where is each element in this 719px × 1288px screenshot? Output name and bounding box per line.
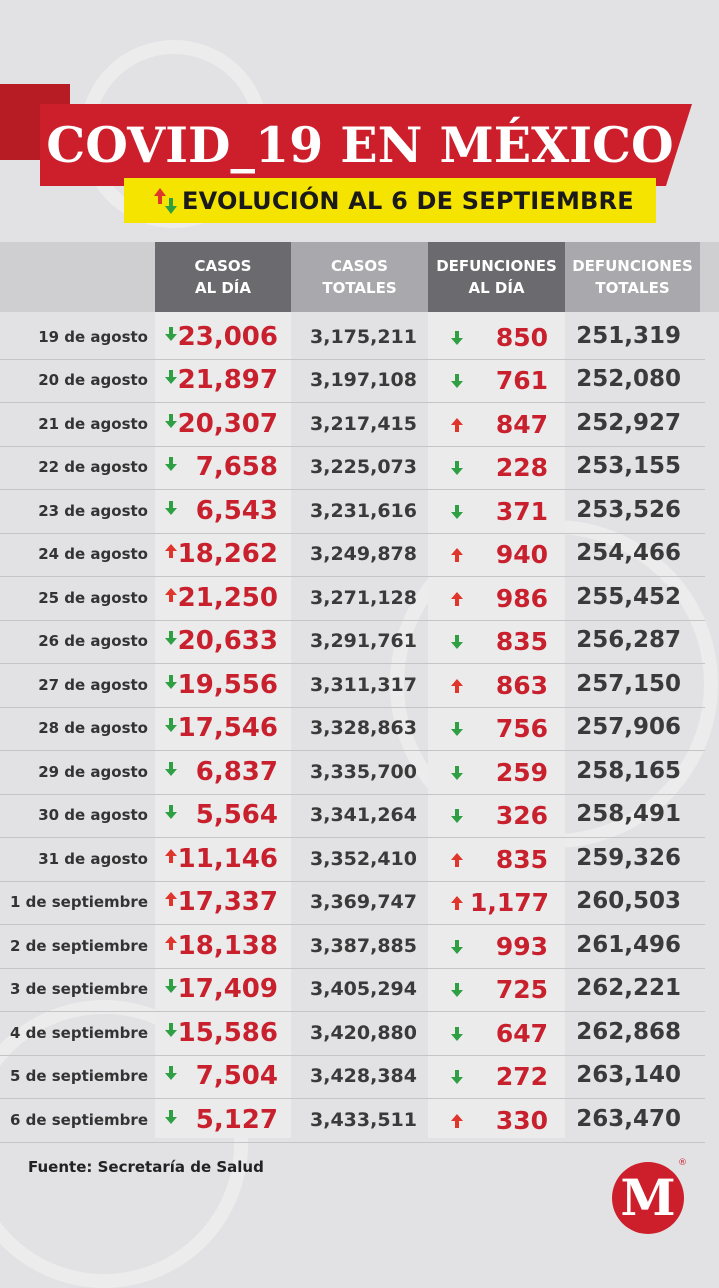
up-arrow-icon bbox=[450, 547, 464, 563]
row-date: 4 de septiembre bbox=[9, 1023, 148, 1042]
casos-totales-value: 3,328,863 bbox=[310, 717, 417, 740]
row-date: 21 de agosto bbox=[38, 414, 148, 433]
casos-dia-value: 7,504 bbox=[195, 1061, 278, 1092]
up-arrow-icon bbox=[450, 1113, 464, 1129]
defunciones-dia-value: 761 bbox=[495, 366, 548, 396]
casos-dia-value: 7,658 bbox=[195, 452, 278, 483]
defunciones-dia-value: 993 bbox=[495, 931, 548, 961]
row-date: 25 de agosto bbox=[38, 588, 148, 607]
row-date: 30 de agosto bbox=[38, 806, 148, 825]
row-divider bbox=[0, 620, 705, 621]
row-divider bbox=[0, 359, 705, 360]
down-arrow-icon bbox=[450, 634, 464, 650]
casos-totales-value: 3,341,264 bbox=[310, 804, 417, 827]
defunciones-totales-value: 253,526 bbox=[576, 496, 681, 523]
up-arrow-icon bbox=[450, 678, 464, 694]
row-date: 26 de agosto bbox=[38, 632, 148, 651]
casos-totales-value: 3,249,878 bbox=[310, 543, 417, 566]
down-arrow-icon bbox=[450, 330, 464, 346]
defunciones-totales-value: 252,080 bbox=[576, 366, 681, 393]
casos-totales-value: 3,225,073 bbox=[310, 456, 417, 479]
row-divider bbox=[0, 968, 705, 969]
row-divider bbox=[0, 794, 705, 795]
casos-totales-value: 3,271,128 bbox=[310, 586, 417, 609]
casos-totales-value: 3,231,616 bbox=[310, 499, 417, 522]
casos-totales-value: 3,428,384 bbox=[310, 1065, 417, 1088]
row-date: 29 de agosto bbox=[38, 762, 148, 781]
row-date: 23 de agosto bbox=[38, 501, 148, 520]
casos-totales-value: 3,175,211 bbox=[310, 325, 417, 348]
defunciones-totales-value: 263,470 bbox=[576, 1105, 681, 1132]
defunciones-dia-value: 326 bbox=[495, 801, 548, 831]
casos-dia-value: 23,006 bbox=[177, 321, 278, 352]
defunciones-dia-value: 371 bbox=[495, 496, 548, 526]
row-divider bbox=[0, 1098, 705, 1099]
defunciones-dia-value: 986 bbox=[495, 583, 548, 613]
header-casos-dia: CASOS AL DÍA bbox=[155, 242, 291, 312]
defunciones-dia-value: 863 bbox=[495, 670, 548, 700]
casos-dia-value: 18,262 bbox=[177, 539, 278, 570]
row-divider bbox=[0, 533, 705, 534]
defunciones-totales-value: 260,503 bbox=[576, 888, 681, 915]
up-arrow-icon bbox=[450, 895, 464, 911]
defunciones-dia-value: 259 bbox=[495, 757, 548, 787]
down-arrow-icon bbox=[450, 1069, 464, 1085]
defunciones-dia-value: 647 bbox=[495, 1018, 548, 1048]
subtitle: EVOLUCIÓN AL 6 DE SEPTIEMBRE bbox=[182, 186, 634, 215]
down-arrow-icon bbox=[450, 765, 464, 781]
casos-totales-value: 3,197,108 bbox=[310, 369, 417, 392]
casos-totales-value: 3,217,415 bbox=[310, 412, 417, 435]
defunciones-dia-value: 835 bbox=[495, 844, 548, 874]
row-divider bbox=[0, 750, 705, 751]
defunciones-totales-value: 257,150 bbox=[576, 670, 681, 697]
row-divider bbox=[0, 1011, 705, 1012]
down-arrow-icon bbox=[450, 982, 464, 998]
defunciones-totales-value: 251,319 bbox=[576, 322, 681, 349]
up-down-arrows-icon bbox=[154, 186, 182, 216]
defunciones-dia-value: 272 bbox=[495, 1062, 548, 1092]
subtitle-banner bbox=[124, 178, 656, 223]
casos-dia-value: 6,837 bbox=[195, 756, 278, 787]
defunciones-totales-value: 253,155 bbox=[576, 453, 681, 480]
up-arrow-icon bbox=[450, 591, 464, 607]
row-divider bbox=[0, 576, 705, 577]
row-date: 31 de agosto bbox=[38, 849, 148, 868]
row-date: 24 de agosto bbox=[38, 545, 148, 564]
defunciones-dia-value: 835 bbox=[495, 627, 548, 657]
casos-dia-value: 21,250 bbox=[177, 582, 278, 613]
casos-dia-value: 21,897 bbox=[177, 365, 278, 396]
defunciones-totales-value: 261,496 bbox=[576, 931, 681, 958]
casos-dia-value: 5,564 bbox=[195, 800, 278, 831]
source-note: Fuente: Secretaría de Salud bbox=[28, 1158, 264, 1176]
defunciones-dia-value: 847 bbox=[495, 409, 548, 439]
down-arrow-icon bbox=[450, 373, 464, 389]
defunciones-dia-value: 228 bbox=[495, 453, 548, 483]
casos-dia-value: 15,586 bbox=[177, 1017, 278, 1048]
row-date: 22 de agosto bbox=[38, 458, 148, 477]
casos-dia-value: 11,146 bbox=[177, 843, 278, 874]
up-arrow-icon bbox=[450, 417, 464, 433]
casos-dia-value: 18,138 bbox=[177, 930, 278, 961]
casos-totales-value: 3,405,294 bbox=[310, 978, 417, 1001]
row-date: 1 de septiembre bbox=[9, 893, 148, 912]
casos-totales-value: 3,420,880 bbox=[310, 1021, 417, 1044]
casos-totales-value: 3,291,761 bbox=[310, 630, 417, 653]
milenio-logo: M bbox=[612, 1162, 684, 1234]
defunciones-totales-value: 257,906 bbox=[576, 714, 681, 741]
defunciones-dia-value: 940 bbox=[495, 540, 548, 570]
defunciones-totales-value: 263,140 bbox=[576, 1062, 681, 1089]
row-date: 28 de agosto bbox=[38, 719, 148, 738]
down-arrow-icon bbox=[450, 721, 464, 737]
casos-dia-value: 17,409 bbox=[177, 974, 278, 1005]
up-arrow-icon bbox=[450, 852, 464, 868]
row-divider bbox=[0, 446, 705, 447]
casos-dia-value: 20,307 bbox=[177, 408, 278, 439]
row-divider bbox=[0, 1142, 705, 1143]
row-date: 2 de septiembre bbox=[9, 936, 148, 955]
row-date: 20 de agosto bbox=[38, 371, 148, 390]
casos-dia-value: 17,546 bbox=[177, 713, 278, 744]
header-defunciones-totales: DEFUNCIONES TOTALES bbox=[565, 242, 700, 312]
casos-dia-value: 5,127 bbox=[195, 1104, 278, 1135]
down-arrow-icon bbox=[450, 460, 464, 476]
registered-mark: ® bbox=[678, 1158, 687, 1168]
defunciones-totales-value: 258,491 bbox=[576, 801, 681, 828]
defunciones-totales-value: 252,927 bbox=[576, 409, 681, 436]
row-date: 6 de septiembre bbox=[9, 1110, 148, 1129]
row-divider bbox=[0, 663, 705, 664]
casos-totales-value: 3,352,410 bbox=[310, 847, 417, 870]
defunciones-totales-value: 259,326 bbox=[576, 844, 681, 871]
row-date: 27 de agosto bbox=[38, 675, 148, 694]
defunciones-totales-value: 256,287 bbox=[576, 627, 681, 654]
casos-totales-value: 3,369,747 bbox=[310, 891, 417, 914]
row-divider bbox=[0, 881, 705, 882]
defunciones-totales-value: 254,466 bbox=[576, 540, 681, 567]
row-date: 3 de septiembre bbox=[9, 980, 148, 999]
defunciones-dia-value: 850 bbox=[495, 322, 548, 352]
casos-dia-value: 6,543 bbox=[195, 495, 278, 526]
casos-dia-value: 20,633 bbox=[177, 626, 278, 657]
row-divider bbox=[0, 402, 705, 403]
casos-dia-value: 19,556 bbox=[177, 669, 278, 700]
row-date: 5 de septiembre bbox=[9, 1067, 148, 1086]
header-casos-totales: CASOS TOTALES bbox=[291, 242, 428, 312]
row-divider bbox=[0, 489, 705, 490]
casos-totales-value: 3,433,511 bbox=[310, 1108, 417, 1131]
header-defunciones-dia: DEFUNCIONES AL DÍA bbox=[428, 242, 565, 312]
down-arrow-icon bbox=[450, 808, 464, 824]
defunciones-totales-value: 258,165 bbox=[576, 757, 681, 784]
row-divider bbox=[0, 707, 705, 708]
defunciones-dia-value: 725 bbox=[495, 975, 548, 1005]
defunciones-dia-value: 330 bbox=[495, 1105, 548, 1135]
down-arrow-icon bbox=[450, 939, 464, 955]
casos-dia-value: 17,337 bbox=[177, 887, 278, 918]
row-divider bbox=[0, 1055, 705, 1056]
row-divider bbox=[0, 924, 705, 925]
defunciones-dia-value: 1,177 bbox=[470, 888, 550, 918]
page-title: COVID_19 EN MÉXICO bbox=[46, 116, 674, 174]
down-arrow-icon bbox=[450, 504, 464, 520]
defunciones-dia-value: 756 bbox=[495, 714, 548, 744]
casos-totales-value: 3,311,317 bbox=[310, 673, 417, 696]
row-date: 19 de agosto bbox=[38, 327, 148, 346]
defunciones-totales-value: 262,868 bbox=[576, 1018, 681, 1045]
defunciones-totales-value: 262,221 bbox=[576, 975, 681, 1002]
row-divider bbox=[0, 837, 705, 838]
casos-totales-value: 3,387,885 bbox=[310, 934, 417, 957]
casos-totales-value: 3,335,700 bbox=[310, 760, 417, 783]
defunciones-totales-value: 255,452 bbox=[576, 583, 681, 610]
down-arrow-icon bbox=[450, 1026, 464, 1042]
